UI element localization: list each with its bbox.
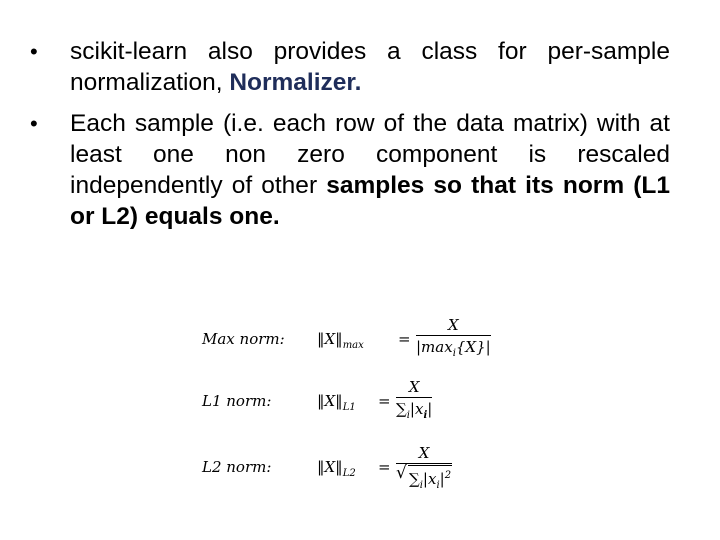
formula-denominator: $\sum_i|x_i|$ xyxy=(396,400,433,421)
bullet-bold-text: samples so that its norm (L1 or L2) equals one. xyxy=(70,172,671,230)
formula-equals: = xyxy=(378,392,391,410)
formula-lhs: $‖X‖_{L1}$ xyxy=(317,392,356,413)
formula-lhs: $‖X‖_{max}$ xyxy=(317,330,364,351)
formula-numerator: X xyxy=(408,378,420,396)
formula-equals: = xyxy=(378,458,391,476)
formula-fraction xyxy=(396,444,452,496)
formula-fraction xyxy=(396,378,432,426)
formula-label: Max norm: xyxy=(202,330,285,348)
formula-lhs: $‖X‖_{L2}$ xyxy=(317,458,356,479)
bullet-list xyxy=(30,36,670,242)
fraction-bar xyxy=(416,335,491,336)
bullet-item-normalizer xyxy=(30,36,670,98)
formula-label: L2 norm: xyxy=(202,458,272,476)
square-root: √ $\sum_i|x_i|^2$ xyxy=(396,465,452,496)
formula-fraction xyxy=(416,316,491,364)
formula-denominator xyxy=(396,465,452,496)
bullet-item-rescaled xyxy=(30,108,670,232)
fraction-bar xyxy=(396,397,432,398)
formula-denominator: $|\max_i\{X\}|$ xyxy=(416,338,491,359)
formula-block xyxy=(200,310,520,510)
bullet-text: scikit-learn also provides a class for per-sample normalization, xyxy=(70,38,670,96)
bullet-dot: • xyxy=(30,39,38,64)
bullet-dot: • xyxy=(30,111,38,136)
formula-l1-norm xyxy=(200,372,520,428)
formula-numerator: X xyxy=(448,316,459,334)
formula-label: L1 norm: xyxy=(202,392,272,410)
formula-l2-norm xyxy=(200,438,520,494)
formula-numerator: X xyxy=(418,444,430,462)
formula-max-norm xyxy=(200,310,520,366)
bullet-text: Each sample (i.e. each row of the data matrix) with at least one non zero component is rescaled independently of other xyxy=(70,110,670,199)
normalizer-term: Normalizer. xyxy=(229,69,362,96)
formula-equals: = xyxy=(398,330,411,348)
